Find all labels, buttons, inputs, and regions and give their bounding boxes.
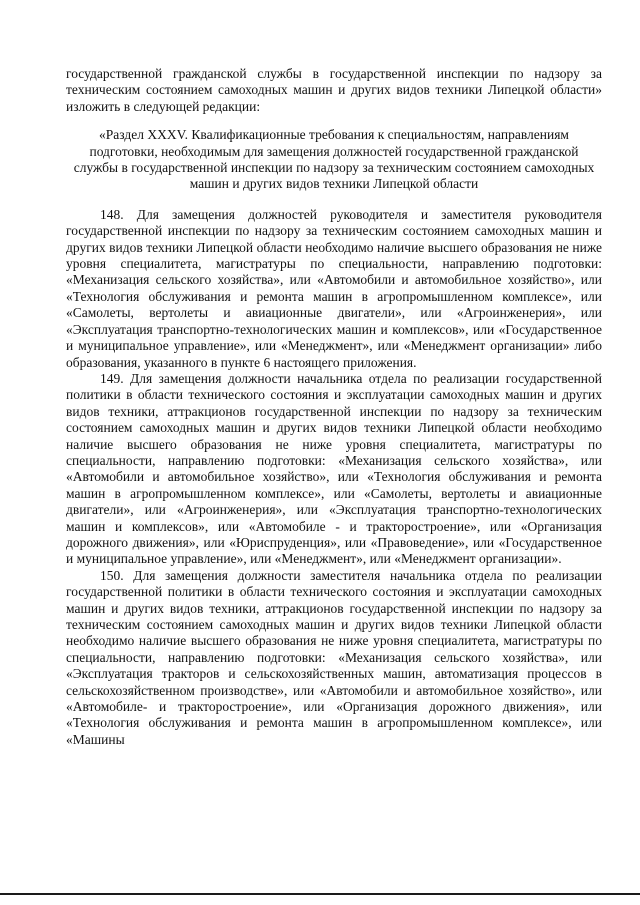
paragraph-148: 148. Для замещения должностей руководителя и заместителя руководителя государственной инспекции по надзору за техническим состоянием самоходных машин и других видов техники Липецкой области необходимо наличие высшего образования не ниже уровня специалитета, магистратуры по специальности, направлению подготовки: «Механизация сельского хозяйства», или «Автомобили и автомобильное хозяйство», или «Технология обслуживания и ремонта машин в агропромышленном комплексе», или «Самолеты, вертолеты и авиационные двигатели», или «Агроинженерия», или «Эксплуатация транспортно-технологических машин и комплексов», или «Государственное и муниципальное управление», или «Менеджмент», или «Менеджмент организации» либо образования, указанного в пункте 6 настоящего приложения. — [66, 206, 602, 370]
paragraph-150: 150. Для замещения должности заместителя начальника отдела по реализации государственной политики в области технического состояния и эксплуатации самоходных машин и других видов техники, аттракционов государственной инспекции по надзору за техническим состоянием самоходных машин и других видов техники Липецкой области необходимо наличие высшего образования не ниже уровня специалитета, магистратуры по специальности, направлению подготовки: «Механизация сельского хозяйства», или «Эксплуатация тракторов и сельскохозяйственных машин, автоматизация процессов в сельскохозяйственном производстве», или «Автомобили и автомобильное хозяйство», или «Автомобиле- и тракторостроение», или «Организация дорожного движения», или «Технология обслуживания и ремонта машин в агропромышленном комплексе», или «Машины — [66, 567, 602, 747]
bottom-rule — [0, 893, 640, 895]
paragraph-149: 149. Для замещения должности начальника отдела по реализации государственной политики в области технического состояния и эксплуатации самоходных машин и других видов техники, аттракционов государственной инспекции по надзору за техническим состоянием самоходных машин и других видов техники Липецкой области необходимо наличие высшего образования не ниже уровня специалитета, магистратуры по специальности, направлению подготовки: «Механизация сельского хозяйства», или «Автомобили и автомобильное хозяйство», или «Технология обслуживания и ремонта машин в агропромышленном комплексе», или «Самолеты, вертолеты и авиационные двигатели», или «Агроинженерия», или «Эксплуатация транспортно-технологических машин и комплексов», или «Автомобиле - и тракторостроение», или «Организация дорожного движения», или «Юриспруденция», или «Правоведение», или «Государственное и муниципальное управление», или «Менеджмент», или «Менеджмент организации». — [66, 370, 602, 567]
intro-text: государственной гражданской службы в государственной инспекции по надзору за техническим состоянием самоходных машин и других видов техники Липецкой области» изложить в следующей редакции: — [66, 66, 602, 114]
document-body — [66, 66, 602, 748]
section-heading: «Раздел XXXV. Квалификационные требования к специальностям, направлениям подготовки, необходимым для замещения должностей государственной гражданской службы в государственной инспекции по надзору за техническим состоянием самоходных машин и других видов техники Липецкой области — [73, 127, 595, 192]
